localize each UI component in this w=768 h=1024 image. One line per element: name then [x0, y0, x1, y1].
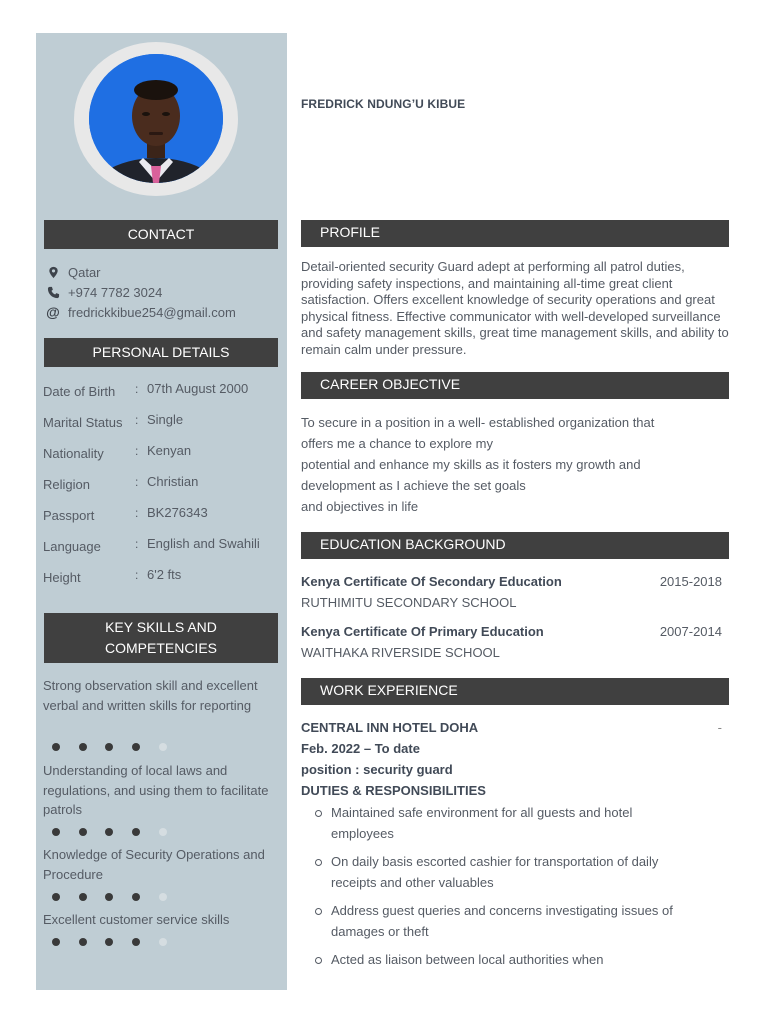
objective-line-3: potential and enhance my skills as it fosters my growth and — [301, 457, 641, 472]
pd-value-dob: 07th August 2000 — [147, 381, 249, 396]
location-pin-icon — [46, 265, 60, 279]
pd-label-nationality: Nationality — [43, 446, 104, 461]
duties-list — [312, 802, 682, 977]
key-skills-heading-line2: COMPETENCIES — [104, 640, 217, 656]
rating-dot-filled — [52, 938, 60, 946]
objective-line-2: offers me a chance to explore my — [301, 436, 493, 451]
pd-value-height: 6'2 fts — [147, 567, 182, 582]
profile-text: Detail-oriented security Guard adept at performing all patrol duties, providing safety inspections, and maintaining all-time great client satisfaction. Offers excellent knowledge of security operations and great physical fitness. Effective communicator with well-developed surveillance and safety management skills, great time management skills, and ability to remain calm under pressure. — [301, 259, 729, 357]
profile-photo-frame — [74, 42, 238, 196]
pd-value-language: English and Swahili — [147, 536, 260, 551]
education-years-2: 2007-2014 — [659, 624, 722, 639]
pd-value-religion: Christian — [147, 474, 199, 489]
rating-dot-filled — [105, 893, 113, 901]
pd-label-passport: Passport — [43, 508, 95, 523]
rating-dot-filled — [79, 938, 87, 946]
pd-colon: : — [135, 475, 139, 489]
personal-details-heading: PERSONAL DETAILS — [44, 338, 278, 367]
duty-item: Maintained safe environment for all guests and hotel employees — [312, 802, 682, 844]
rating-dot-filled — [52, 828, 60, 836]
pd-colon: : — [135, 506, 139, 520]
duty-item: On daily basis escorted cashier for transportation of daily receipts and other valuables — [312, 851, 682, 893]
duty-item: Address guest queries and concerns investigating issues of damages or theft — [312, 900, 682, 942]
education-title-1: Kenya Certificate Of Secondary Education — [301, 574, 562, 589]
duties-heading: DUTIES & RESPONSIBILITIES — [301, 783, 486, 798]
pd-value-marital: Single — [147, 412, 184, 427]
contact-phone — [46, 283, 162, 301]
rating-dot-filled — [79, 743, 87, 751]
duty-item: Acted as liaison between local authorities when — [312, 949, 682, 970]
rating-dot-filled — [79, 893, 87, 901]
rating-dot-filled — [52, 743, 60, 751]
person-photo-icon — [89, 54, 223, 183]
skill-rating-1 — [52, 743, 185, 753]
phone-text: +974 7782 3024 — [68, 284, 163, 300]
rating-dot-filled — [132, 828, 140, 836]
phone-icon — [46, 285, 60, 299]
profile-heading: PROFILE — [301, 220, 729, 247]
pd-label-height: Height — [43, 570, 81, 585]
pd-colon: : — [135, 568, 139, 582]
skill-rating-3 — [52, 893, 185, 903]
pd-label-language: Language — [43, 539, 101, 554]
work-dash: - — [717, 720, 722, 735]
contact-location — [46, 263, 101, 281]
key-skills-heading-line1: KEY SKILLS AND — [105, 619, 217, 635]
rating-dot-empty — [159, 938, 167, 946]
objective-line-5: and objectives in life — [301, 499, 419, 514]
pd-colon: : — [135, 444, 139, 458]
pd-value-nationality: Kenyan — [147, 443, 192, 458]
rating-dot-empty — [159, 893, 167, 901]
work-position: position : security guard — [301, 762, 453, 777]
education-school-1: RUTHIMITU SECONDARY SCHOOL — [301, 595, 517, 610]
candidate-name: FREDRICK NDUNG’U KIBUE — [301, 97, 466, 111]
pd-label-marital: Marital Status — [43, 415, 123, 430]
objective-line-1: To secure in a position in a well- established organization that — [301, 415, 655, 430]
skill-rating-2 — [52, 828, 185, 838]
pd-colon: : — [135, 413, 139, 427]
rating-dot-filled — [105, 743, 113, 751]
education-school-2: WAITHAKA RIVERSIDE SCHOOL — [301, 645, 500, 660]
profile-photo — [89, 54, 223, 183]
sidebar — [36, 33, 287, 990]
rating-dot-filled — [79, 828, 87, 836]
pd-colon: : — [135, 382, 139, 396]
email-text: fredrickkibue254@gmail.com — [68, 304, 236, 320]
rating-dot-empty — [159, 828, 167, 836]
work-period: Feb. 2022 – To date — [301, 741, 420, 756]
education-years-1: 2015-2018 — [659, 574, 722, 589]
work-experience-heading: WORK EXPERIENCE — [301, 678, 729, 705]
rating-dot-empty — [159, 743, 167, 751]
objective-line-4: development as I achieve the set goals — [301, 478, 526, 493]
rating-dot-filled — [132, 938, 140, 946]
career-objective-heading: CAREER OBJECTIVE — [301, 372, 729, 399]
skill-text-2: Understanding of local laws and regulations, and using them to facilitate patrols — [43, 763, 269, 817]
education-heading: EDUCATION BACKGROUND — [301, 532, 729, 559]
pd-label-religion: Religion — [43, 477, 90, 492]
location-text: Qatar — [68, 264, 101, 280]
rating-dot-filled — [105, 938, 113, 946]
contact-heading: CONTACT — [44, 220, 278, 249]
pd-colon: : — [135, 537, 139, 551]
at-sign-icon: @ — [46, 304, 60, 320]
skill-rating-4 — [52, 938, 185, 948]
skill-text-3: Knowledge of Security Operations and Procedure — [43, 847, 265, 882]
rating-dot-filled — [105, 828, 113, 836]
contact-email — [46, 303, 236, 321]
work-employer: CENTRAL INN HOTEL DOHA — [301, 720, 479, 735]
education-title-2: Kenya Certificate Of Primary Education — [301, 624, 544, 639]
rating-dot-filled — [132, 743, 140, 751]
pd-label-dob: Date of Birth — [43, 384, 116, 399]
rating-dot-filled — [52, 893, 60, 901]
key-skills-heading — [44, 613, 278, 663]
rating-dot-filled — [132, 893, 140, 901]
skill-text-1: Strong observation skill and excellent verbal and written skills for reporting — [43, 678, 258, 713]
skill-text-4: Excellent customer service skills — [43, 912, 230, 927]
pd-value-passport: BK276343 — [147, 505, 208, 520]
